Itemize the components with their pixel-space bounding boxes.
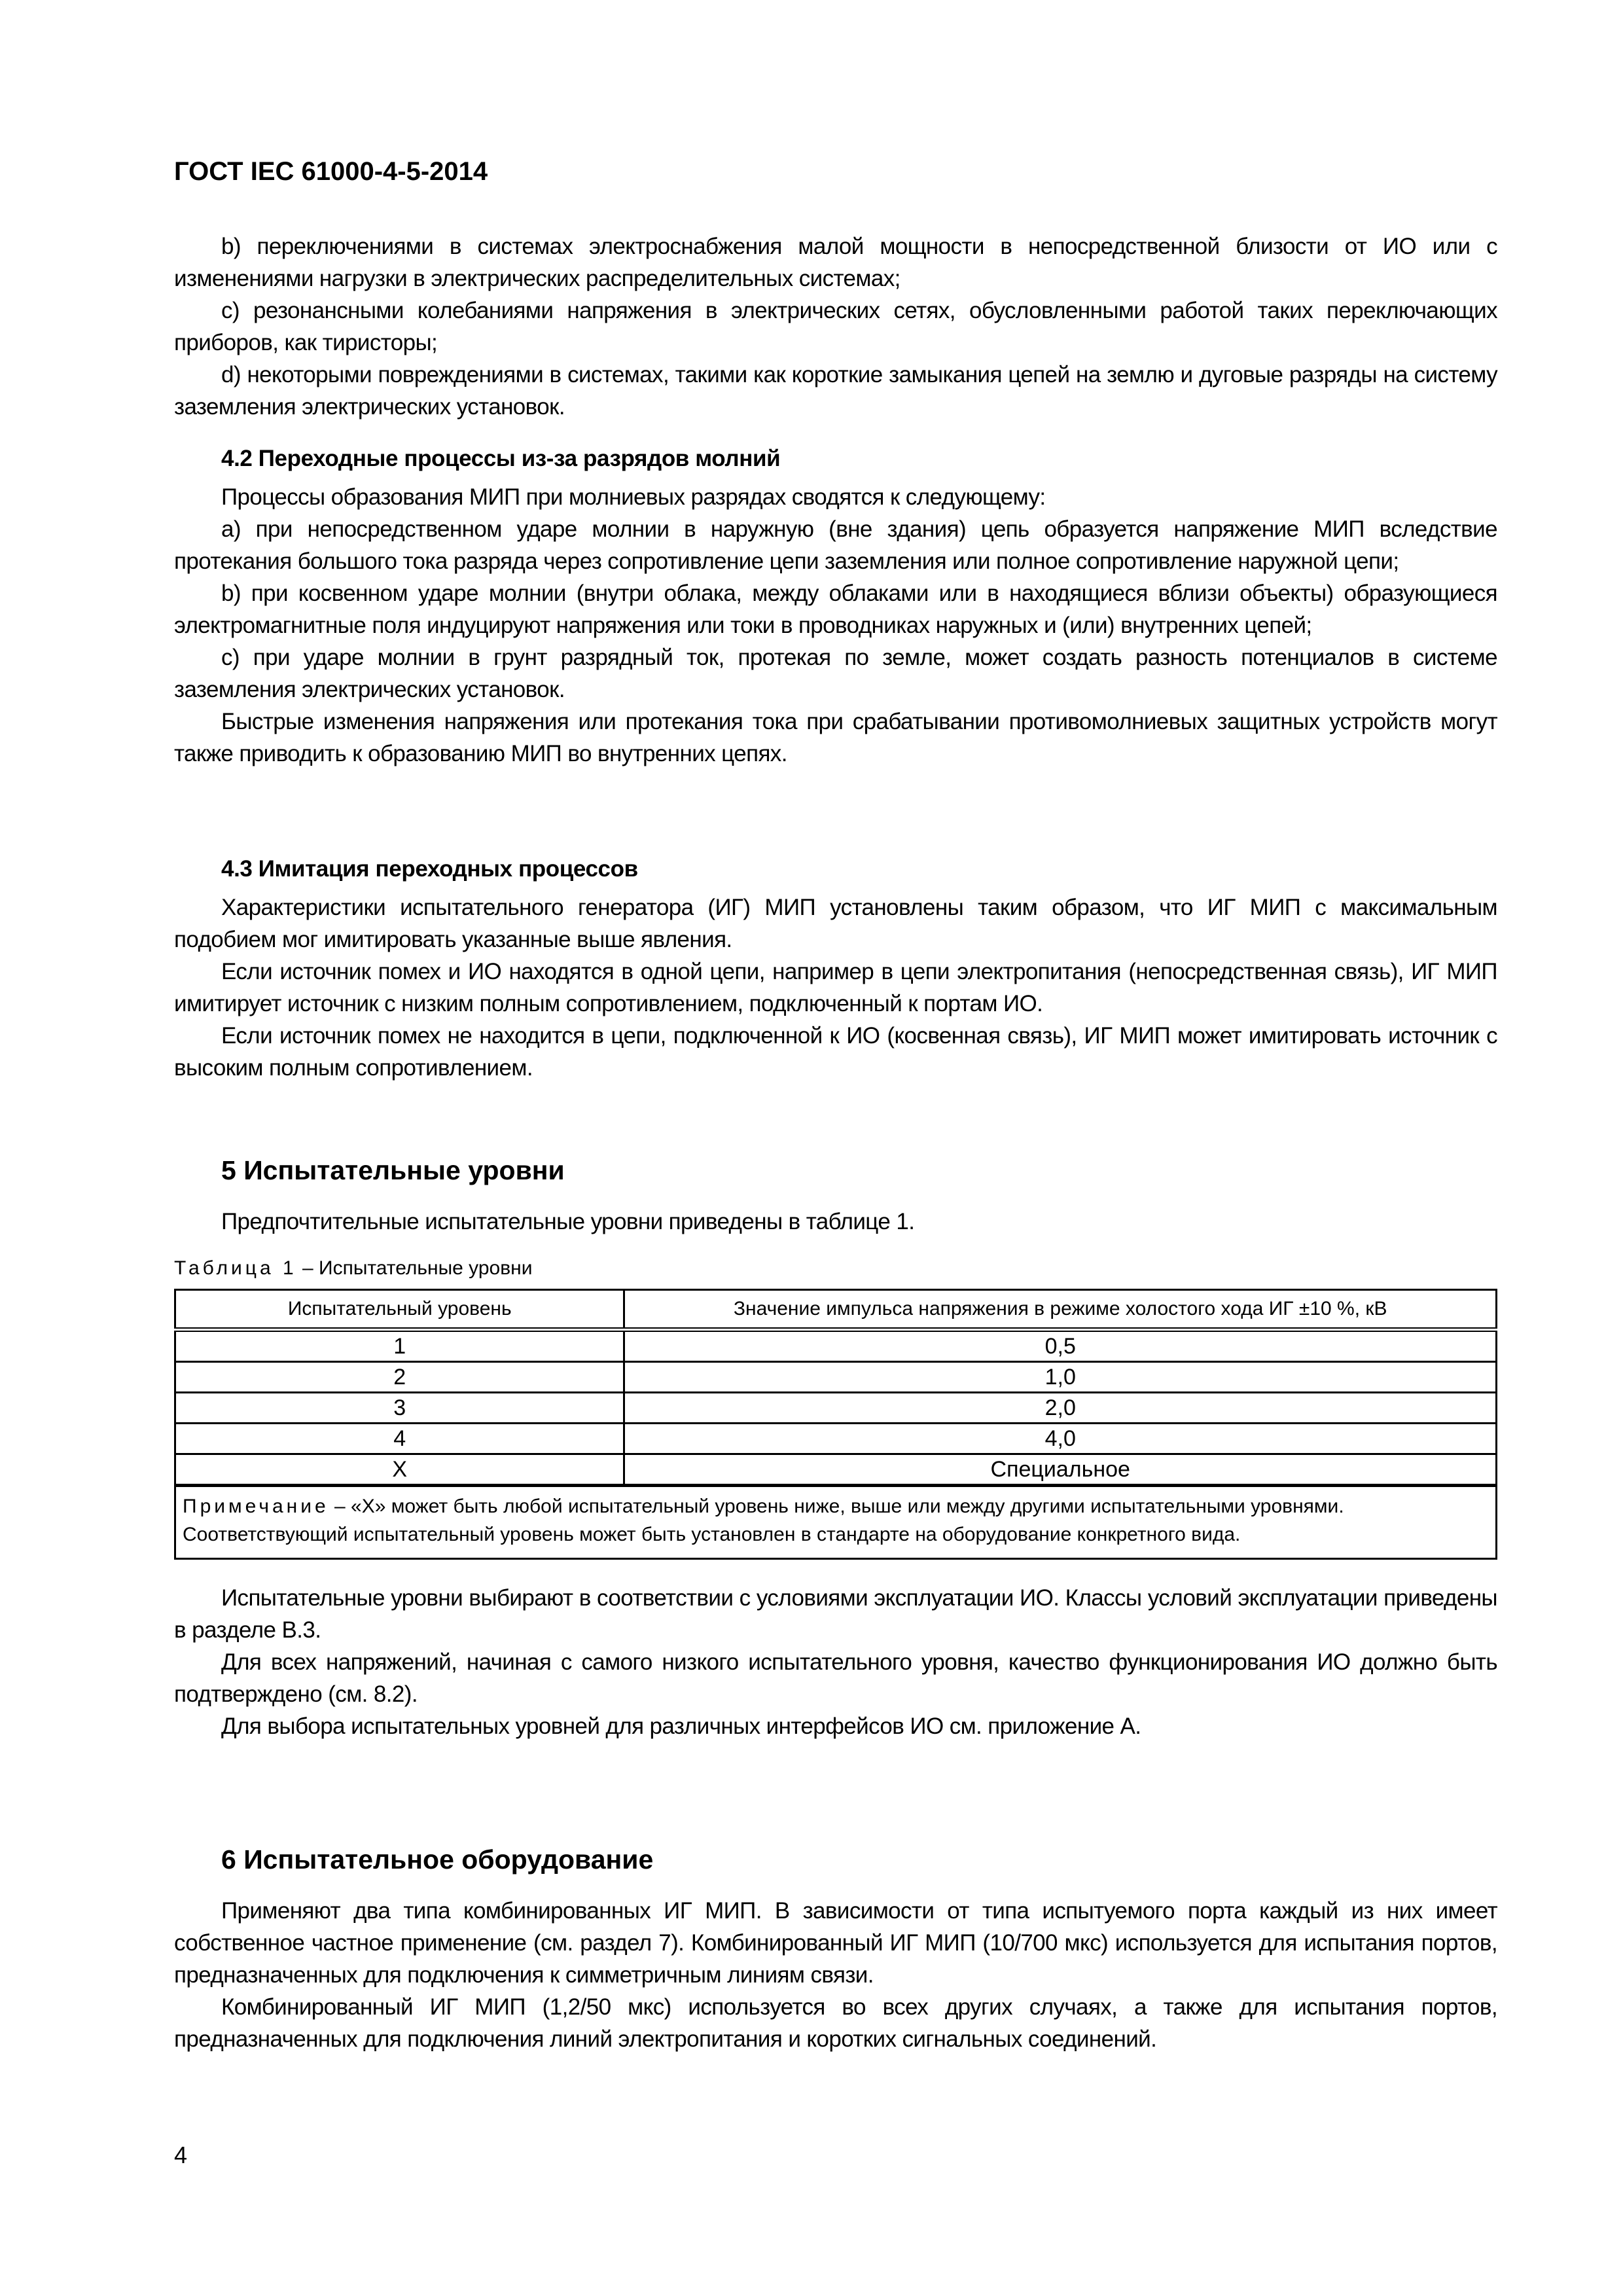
paragraph: Испытательные уровни выбирают в соответствии с условиями эксплуатации ИО. Классы условий эксплуатации приведены в разделе B.3. bbox=[174, 1585, 1497, 1643]
caption-label: Таблица 1 bbox=[174, 1257, 297, 1279]
intro-list bbox=[174, 230, 1497, 423]
column-header: Испытательный уровень bbox=[175, 1290, 624, 1330]
value-cell: 0,5 bbox=[624, 1330, 1497, 1362]
table-note-row bbox=[175, 1486, 1497, 1559]
paragraph: Предпочтительные испытательные уровни приведены в таблице 1. bbox=[221, 1209, 915, 1234]
note-label: Примечание bbox=[183, 1496, 329, 1517]
section-heading: 4.3 Имитация переходных процессов bbox=[221, 856, 638, 882]
paragraph: Комбинированный ИГ МИП (1,2/50 мкс) используется во всех других случаях, а также для испытания портов, предназначенных для подключения линий электропитания и коротких сигнальных соединений. bbox=[174, 1994, 1497, 2052]
paragraph: c) резонансными колебаниями напряжения в электрических сетях, обусловленными работой таких переключающих приборов, как тиристоры; bbox=[174, 298, 1497, 355]
level-cell: 4 bbox=[175, 1424, 624, 1454]
paragraph: b) переключениями в системах электроснабжения малой мощности в непосредственной близости от ИО или с изменениями нагрузки в электрических распределительных системах; bbox=[174, 234, 1497, 291]
paragraph: Для выбора испытательных уровней для различных интерфейсов ИО см. приложение А. bbox=[221, 1713, 1141, 1739]
section-heading: 4.2 Переходные процессы из-за разрядов молний bbox=[221, 446, 781, 471]
level-cell: X bbox=[175, 1454, 624, 1486]
paragraph: Применяют два типа комбинированных ИГ МИП. В зависимости от типа испытуемого порта каждый из них имеет собственное частное применение (см. раздел 7). Комбинированный ИГ МИП (10/700 мкс) используется для испытания портов, предназначенных для подключения к симметричным линиям связи. bbox=[174, 1898, 1497, 1988]
paragraph: Процессы образования МИП при молниевых разрядах сводятся к следующему: bbox=[221, 484, 1046, 510]
table-caption bbox=[174, 1257, 1497, 1280]
document-header: ГОСТ IEC 61000-4-5-2014 bbox=[174, 157, 488, 186]
level-cell: 1 bbox=[175, 1330, 624, 1362]
table-header-row bbox=[175, 1290, 1497, 1330]
section-heading: 6 Испытательное оборудование bbox=[221, 1844, 654, 1874]
table-row bbox=[175, 1362, 1497, 1393]
value-cell: 4,0 bbox=[624, 1424, 1497, 1454]
paragraph: c) при ударе молнии в грунт разрядный ток, протекая по земле, может создать разность потенциалов в системе заземления электрических установок. bbox=[174, 645, 1497, 702]
caption-text: – Испытательные уровни bbox=[296, 1257, 533, 1279]
column-header: Значение импульса напряжения в режиме холостого хода ИГ ±10 %, кВ bbox=[624, 1290, 1497, 1330]
value-cell: 1,0 bbox=[624, 1362, 1497, 1393]
table-row bbox=[175, 1454, 1497, 1486]
paragraph: Характеристики испытательного генератора (ИГ) МИП установлены таким образом, что ИГ МИП с максимальным подобием мог имитировать указанные выше явления. bbox=[174, 895, 1497, 952]
table-row bbox=[175, 1393, 1497, 1424]
section-4-3 bbox=[174, 853, 1497, 1084]
paragraph: Если источник помех и ИО находятся в одной цепи, например в цепи электропитания (непосредственная связь), ИГ МИП имитирует источник с низким полным сопротивлением, подключенный к портам ИО. bbox=[174, 959, 1497, 1016]
value-cell: 2,0 bbox=[624, 1393, 1497, 1424]
note-text: – «X» может быть любой испытательный уровень ниже, выше или между другими испытательными уровнями. Соответствующий испытательный уровень может быть установлен в стандарте на оборудование конкретного вида. bbox=[183, 1496, 1344, 1545]
paragraph: Если источник помех не находится в цепи, подключенной к ИО (косвенная связь), ИГ МИП может имитировать источник с высоким полным сопротивлением. bbox=[174, 1023, 1497, 1081]
level-cell: 2 bbox=[175, 1362, 624, 1393]
paragraph: Для всех напряжений, начиная с самого низкого испытательного уровня, качество функционирования ИО должно быть подтверждено (см. 8.2). bbox=[174, 1649, 1497, 1707]
section-heading: 5 Испытательные уровни bbox=[221, 1155, 565, 1185]
test-levels-table bbox=[174, 1289, 1497, 1560]
section-6 bbox=[174, 1842, 1497, 2055]
section-4-2 bbox=[174, 442, 1497, 770]
value-cell: Специальное bbox=[624, 1454, 1497, 1486]
paragraph: a) при непосредственном ударе молнии в наружную (вне здания) цепь образуется напряжение МИП вследствие протекания большого тока разряда через сопротивление цепи заземления или полное сопротивление наружной цепи; bbox=[174, 516, 1497, 574]
paragraph: d) некоторыми повреждениями в системах, такими как короткие замыкания цепей на землю и дуговые разряды на систему заземления электрических установок. bbox=[174, 362, 1497, 420]
table-row bbox=[175, 1330, 1497, 1362]
page-number: 4 bbox=[174, 2142, 188, 2168]
table-row bbox=[175, 1424, 1497, 1454]
table-note bbox=[175, 1486, 1497, 1559]
section-5 bbox=[174, 1153, 1497, 1742]
level-cell: 3 bbox=[175, 1393, 624, 1424]
paragraph: b) при косвенном ударе молнии (внутри облака, между облаками или в находящиеся вблизи объекты) образующиеся электромагнитные поля индуцируют напряжения или токи в проводниках наружных и (или) внутренних цепей; bbox=[174, 581, 1497, 638]
paragraph: Быстрые изменения напряжения или протекания тока при срабатывании противомолниевых защитных устройств могут также приводить к образованию МИП во внутренних цепях. bbox=[174, 709, 1497, 766]
